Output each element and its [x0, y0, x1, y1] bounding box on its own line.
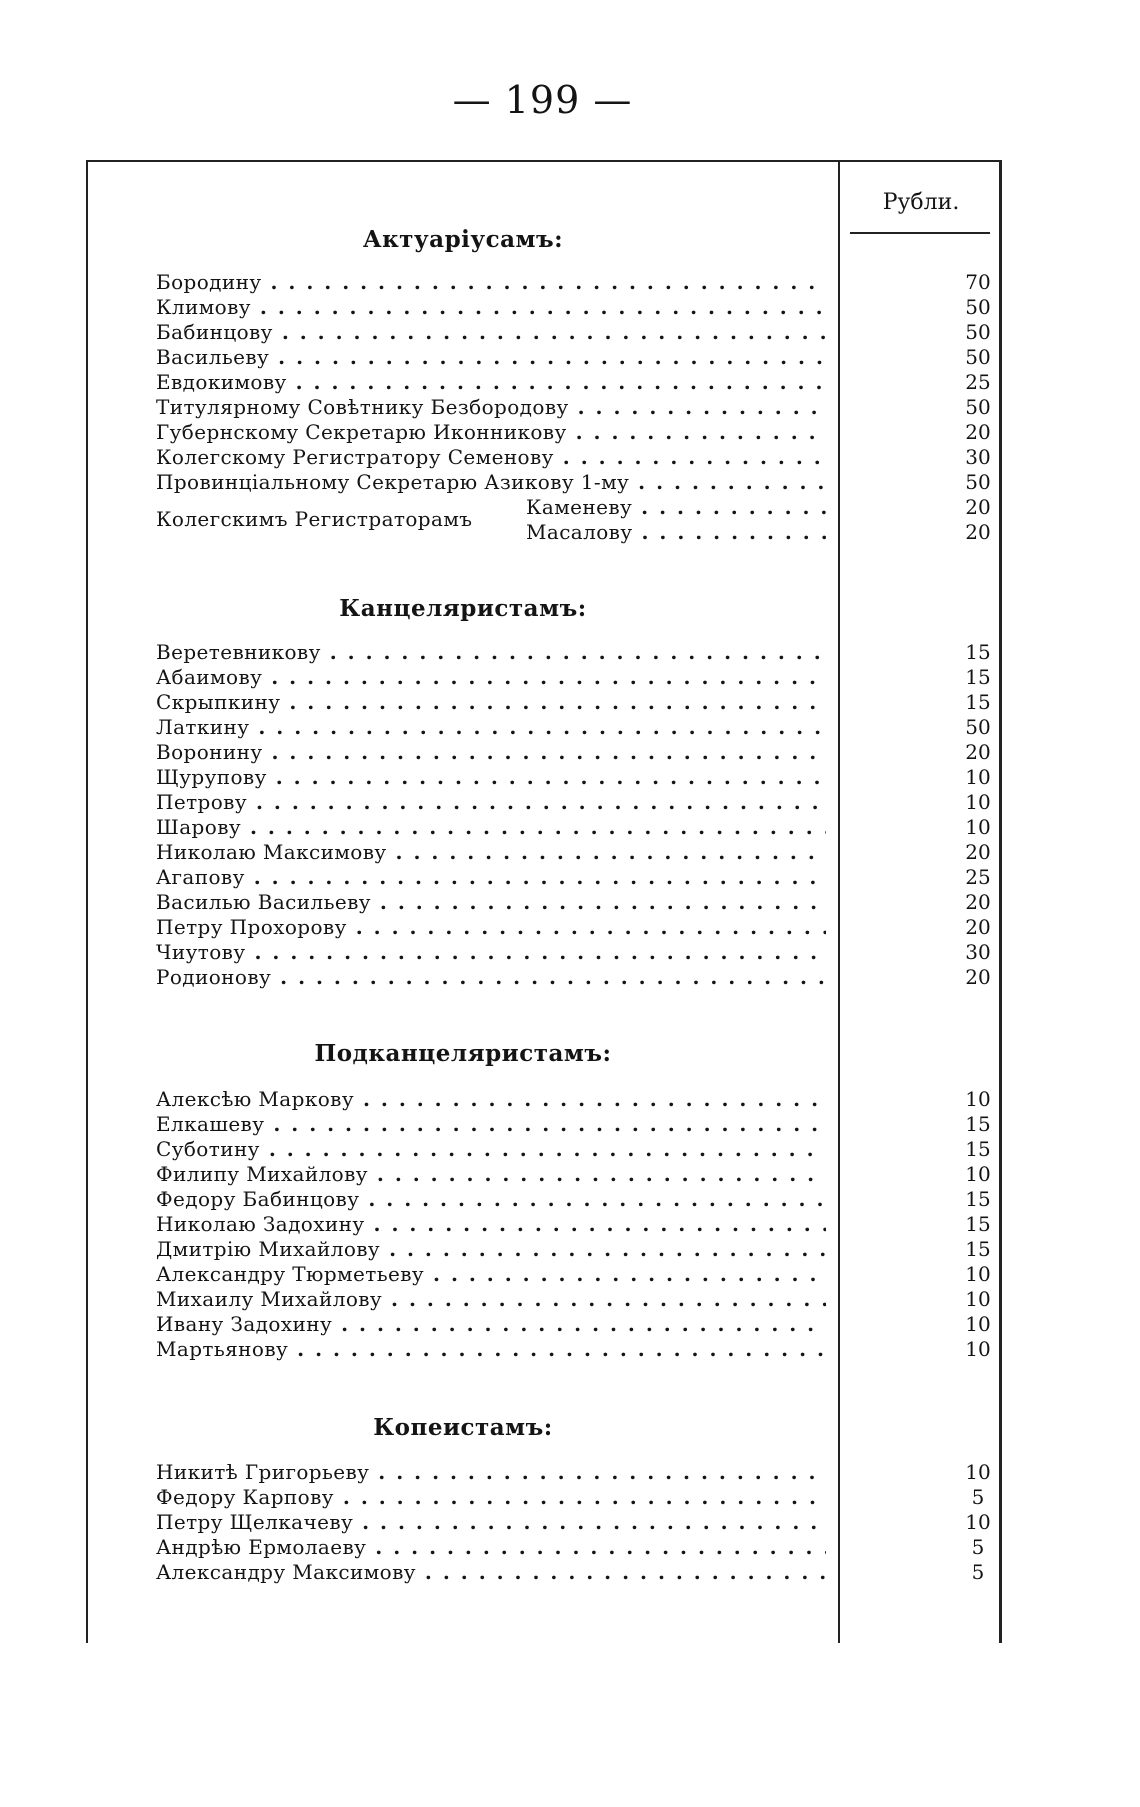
row-amount: 25: [965, 865, 991, 889]
row-amount: 10: [965, 815, 991, 839]
row-name: Воронину . . .: [156, 740, 826, 765]
table-row: [156, 420, 1038, 445]
row-amount: 20: [965, 840, 991, 864]
table-row: [156, 320, 1038, 345]
table-row: [156, 270, 1038, 295]
row-name: Андрѣю Ермолаеву . . .: [156, 1535, 826, 1560]
row-name: Бабинцову . . .: [156, 320, 826, 345]
table-row: [156, 965, 1038, 990]
row-amount: 50: [965, 715, 991, 739]
table-row: [156, 1212, 1038, 1237]
row-name: Суботину . . .: [156, 1137, 826, 1162]
row-amount: 20: [965, 520, 991, 544]
table-row: [156, 840, 1038, 865]
row-name: Мартьянову . . .: [156, 1337, 826, 1362]
row-amount: 5: [971, 1560, 985, 1584]
row-amount: 10: [965, 1162, 991, 1186]
row-amount: 10: [965, 790, 991, 814]
row-amount: 15: [965, 1187, 991, 1211]
table-row: [156, 815, 1038, 840]
table-row: [156, 1337, 1038, 1362]
row-amount: 10: [965, 1287, 991, 1311]
table-row: [156, 370, 1038, 395]
table-row: [156, 495, 1038, 520]
row-name: Абаимову . . .: [156, 665, 826, 690]
table-row: [156, 915, 1038, 940]
row-name: Титулярному Совѣтнику Безбородову . . .: [156, 395, 826, 420]
table-row: [156, 1137, 1038, 1162]
table-row: [156, 1187, 1038, 1212]
table-row: [156, 1485, 1038, 1510]
row-name: Щурупову . . .: [156, 765, 826, 790]
section-heading: Копеистамъ:: [373, 1414, 553, 1441]
table-row: [156, 690, 1038, 715]
row-name: Масалову . . .: [526, 520, 826, 545]
table-row: [156, 865, 1038, 890]
table-row: [156, 1162, 1038, 1187]
row-amount: 15: [965, 690, 991, 714]
brace-group-label: Колегскимъ Регистраторамъ: [156, 507, 473, 531]
table-row: [156, 1510, 1038, 1535]
row-amount: 20: [965, 495, 991, 519]
page-number: — 199 —: [452, 78, 633, 122]
rubles-column-header: Рубли.: [882, 190, 960, 215]
row-name: Александру Максимову . . .: [156, 1560, 826, 1585]
row-amount: 50: [965, 345, 991, 369]
row-name: Петру Щелкачеву . . .: [156, 1510, 826, 1535]
table-row: [156, 1312, 1038, 1337]
row-amount: 25: [965, 370, 991, 394]
section-heading: Канцеляристамъ:: [339, 595, 587, 622]
row-name: Михаилу Михайлову . . .: [156, 1287, 826, 1312]
row-amount: 20: [965, 890, 991, 914]
row-name: Шарову . . .: [156, 815, 826, 840]
section-heading: Актуаріусамъ:: [362, 226, 564, 253]
row-amount: 15: [965, 1237, 991, 1261]
row-name: Каменеву . . .: [526, 495, 826, 520]
table-row: [156, 1112, 1038, 1137]
row-amount: 10: [965, 1087, 991, 1111]
table-row: [156, 1560, 1038, 1585]
row-name: Филипу Михайлову . . .: [156, 1162, 826, 1187]
row-amount: 50: [965, 320, 991, 344]
table-row: [156, 940, 1038, 965]
row-name: Федору Бабинцову . . .: [156, 1187, 826, 1212]
table-row: [156, 1087, 1038, 1112]
table-row: [156, 445, 1038, 470]
row-amount: 15: [965, 1137, 991, 1161]
row-name: Евдокимову . . .: [156, 370, 826, 395]
row-amount: 15: [965, 665, 991, 689]
row-amount: 10: [965, 1262, 991, 1286]
header-rule: [850, 232, 990, 234]
row-amount: 20: [965, 915, 991, 939]
table-row: [156, 295, 1038, 320]
table-row: [156, 640, 1038, 665]
table-row: [156, 665, 1038, 690]
row-name: Николаю Задохину . . .: [156, 1212, 826, 1237]
row-amount: 50: [965, 395, 991, 419]
row-name: Веретевникову . . .: [156, 640, 826, 665]
row-amount: 10: [965, 1337, 991, 1361]
table-row: [156, 765, 1038, 790]
row-amount: 10: [965, 1510, 991, 1534]
row-name: Алексѣю Маркову . . .: [156, 1087, 826, 1112]
row-amount: 5: [971, 1535, 985, 1559]
table-row: [156, 740, 1038, 765]
table-row: [156, 1460, 1038, 1485]
row-name: Василью Васильеву . . .: [156, 890, 826, 915]
row-name: Федору Карпову . . .: [156, 1485, 826, 1510]
row-amount: 20: [965, 420, 991, 444]
row-name: Васильеву . . .: [156, 345, 826, 370]
row-name: Дмитрію Михайлову . . .: [156, 1237, 826, 1262]
row-name: Петрову . . .: [156, 790, 826, 815]
table-row: [156, 1262, 1038, 1287]
row-amount: 15: [965, 1112, 991, 1136]
row-amount: 50: [965, 470, 991, 494]
table-row: [156, 1287, 1038, 1312]
table-row: [156, 715, 1038, 740]
row-name: Губернскому Секретарю Иконникову . . .: [156, 420, 826, 445]
table-row: [156, 470, 1038, 495]
table-row: [156, 790, 1038, 815]
payment-table: [86, 160, 1002, 1643]
row-name: Провинціальному Секретарю Азикову 1-му . . .: [156, 470, 826, 495]
row-amount: 70: [965, 270, 991, 294]
row-amount: 20: [965, 740, 991, 764]
row-name: Николаю Максимову . . .: [156, 840, 826, 865]
row-name: Климову . . .: [156, 295, 826, 320]
row-name: Латкину . . .: [156, 715, 826, 740]
row-amount: 10: [965, 1312, 991, 1336]
row-name: Александру Тюрметьеву . . .: [156, 1262, 826, 1287]
row-name: Бородину . . .: [156, 270, 826, 295]
row-name: Родионову . . .: [156, 965, 826, 990]
row-amount: 30: [965, 445, 991, 469]
row-name: Колегскому Регистратору Семенову . . .: [156, 445, 826, 470]
row-name: Елкашеву . . .: [156, 1112, 826, 1137]
table-row: [156, 1535, 1038, 1560]
row-name: Никитѣ Григорьеву . . .: [156, 1460, 826, 1485]
row-amount: 10: [965, 1460, 991, 1484]
row-amount: 30: [965, 940, 991, 964]
row-name: Скрыпкину . . .: [156, 690, 826, 715]
row-amount: 15: [965, 640, 991, 664]
table-row: [156, 345, 1038, 370]
row-amount: 15: [965, 1212, 991, 1236]
section-heading: Подканцеляристамъ:: [314, 1040, 612, 1067]
table-row: [156, 395, 1038, 420]
row-name: Чиутову . . .: [156, 940, 826, 965]
table-row: [156, 520, 1038, 545]
row-name: Агапову . . .: [156, 865, 826, 890]
row-amount: 20: [965, 965, 991, 989]
row-name: Ивану Задохину . . .: [156, 1312, 826, 1337]
row-amount: 50: [965, 295, 991, 319]
row-amount: 5: [971, 1485, 985, 1509]
table-row: [156, 890, 1038, 915]
table-row: [156, 1237, 1038, 1262]
row-amount: 10: [965, 765, 991, 789]
row-name: Петру Прохорову . . .: [156, 915, 826, 940]
